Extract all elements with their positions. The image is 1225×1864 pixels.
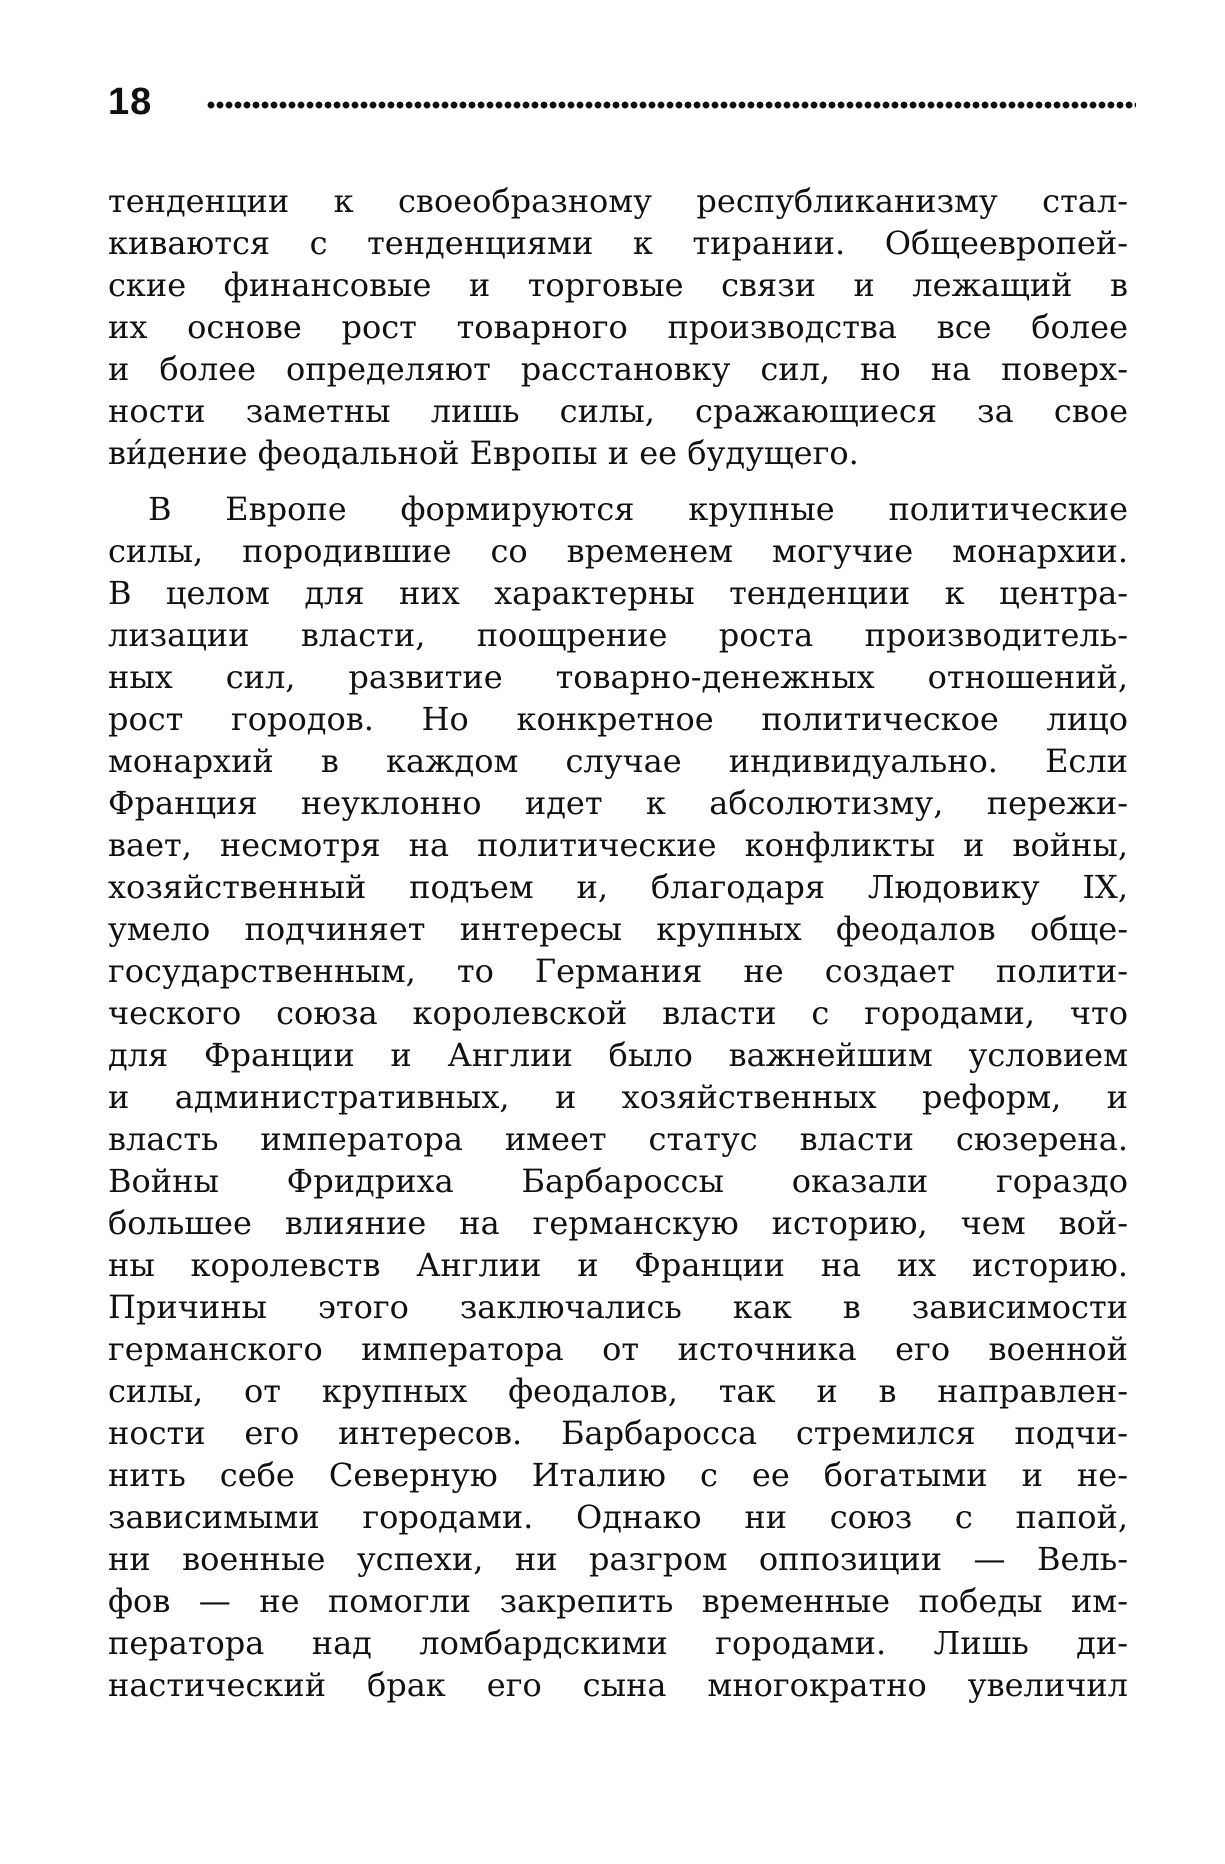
page-number: 18	[108, 81, 153, 123]
text-line: ности заметны лишь силы, сражающиеся за свое	[108, 392, 1128, 430]
text-line: настический брак его сына многократно увеличил	[108, 1666, 1128, 1704]
text-line: В целом для них характерны тенденции к центра-	[108, 574, 1128, 612]
text-line: фов — не помогли закрепить временные победы им-	[108, 1582, 1128, 1620]
text-line: ческого союза королевской власти с городами, что	[108, 994, 1128, 1032]
text-line: тенденции к своеобразному республиканизму стал-	[108, 182, 1128, 220]
text-line: большее влияние на германскую историю, чем вой-	[108, 1204, 1128, 1242]
text-line: силы, от крупных феодалов, так и в направлен-	[108, 1372, 1128, 1410]
text-line: киваются с тенденциями к тирании. Общеевропей-	[108, 224, 1128, 262]
text-line: ны королевств Англии и Франции на их историю.	[108, 1246, 1128, 1284]
text-line: зависимыми городами. Однако ни союз с папой,	[108, 1498, 1128, 1536]
paragraph-gap	[108, 474, 1128, 488]
text-line: хозяйственный подъем и, благодаря Людовику IX,	[108, 868, 1128, 906]
text-line: силы, породившие со временем могучие монархии.	[108, 532, 1128, 570]
paragraph-2	[108, 488, 1128, 1706]
text-line: лизации власти, поощрение роста производитель-	[108, 616, 1128, 654]
page-header	[108, 78, 1136, 128]
text-line: умело подчиняет интересы крупных феодалов обще-	[108, 910, 1128, 948]
text-line: В Европе формируются крупные политические	[148, 490, 1128, 528]
text-line: и административных, и хозяйственных реформ, и	[108, 1078, 1128, 1116]
text-line: монархий в каждом случае индивидуально. Если	[108, 742, 1128, 780]
text-line: ви́дение феодальной Европы и ее будущего.	[108, 434, 859, 472]
text-line: ности его интересов. Барбаросса стремился подчи-	[108, 1414, 1128, 1452]
text-line: ператора над ломбардскими городами. Лишь ди-	[108, 1624, 1128, 1662]
text-line: их основе рост товарного производства все более	[108, 308, 1128, 346]
text-line: ские финансовые и торговые связи и лежащий в	[108, 266, 1128, 304]
text-line: нить себе Северную Италию с ее богатыми и не-	[108, 1456, 1128, 1494]
text-line: рост городов. Но конкретное политическое лицо	[108, 700, 1128, 738]
decorative-dot-rule	[206, 98, 1136, 112]
text-line: и более определяют расстановку сил, но на поверх-	[108, 350, 1128, 388]
text-line: Франция неуклонно идет к абсолютизму, пережи-	[108, 784, 1128, 822]
text-line: власть императора имеет статус власти сюзерена.	[108, 1120, 1128, 1158]
body-text	[108, 180, 1128, 1706]
text-line: ных сил, развитие товарно-денежных отношений,	[108, 658, 1128, 696]
text-line: германского императора от источника его военной	[108, 1330, 1128, 1368]
paragraph-1	[108, 180, 1128, 474]
text-line: государственным, то Германия не создает полити-	[108, 952, 1128, 990]
text-line: ни военные успехи, ни разгром оппозиции — Вель-	[108, 1540, 1128, 1578]
text-line: вает, несмотря на политические конфликты и войны,	[108, 826, 1128, 864]
text-line: Войны Фридриха Барбароссы оказали гораздо	[108, 1162, 1128, 1200]
text-line: Причины этого заключались как в зависимости	[108, 1288, 1128, 1326]
text-line: для Франции и Англии было важнейшим условием	[108, 1036, 1128, 1074]
